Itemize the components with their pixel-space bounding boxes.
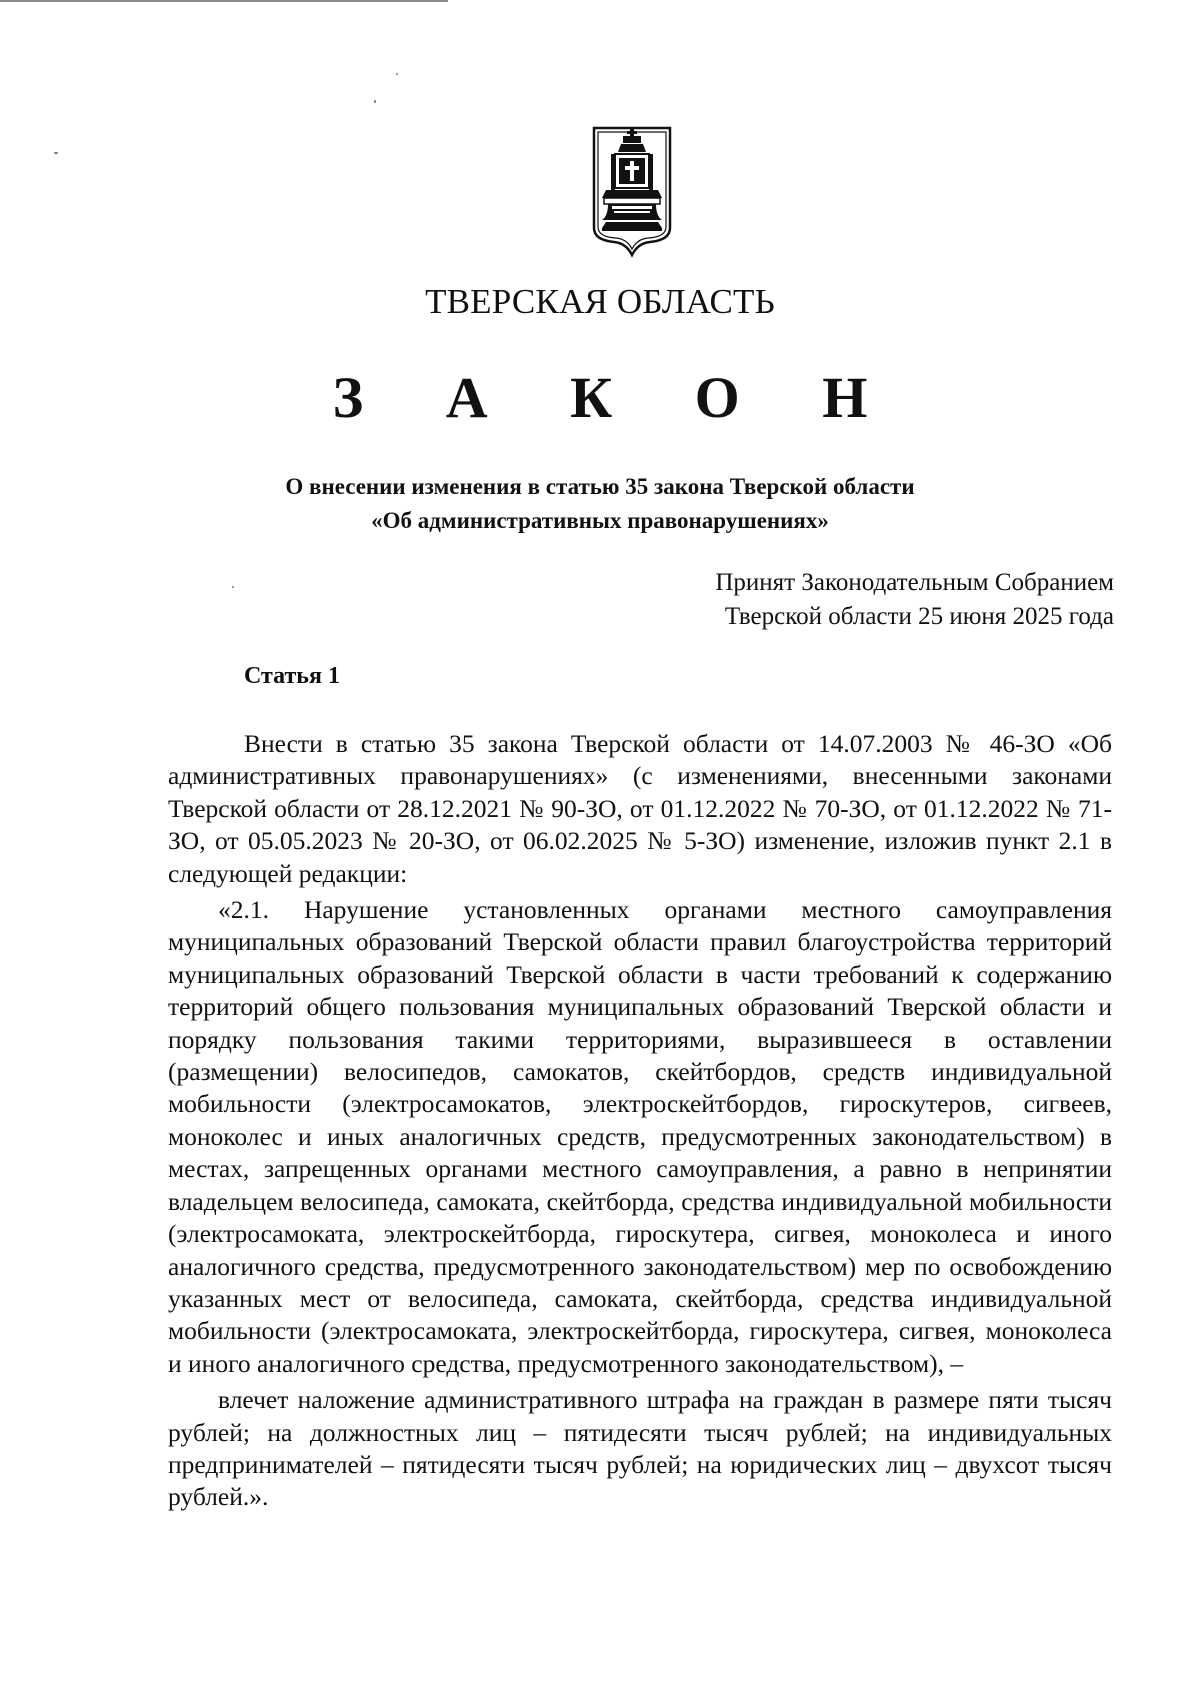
scan-speck <box>232 586 234 588</box>
article-paragraph-intro: Внести в статью 35 закона Тверской области от 14.07.2003 № 46-ЗО «Об административных правонарушениях» (с изменениями, внесенными законами Тверской области от 28.12.2021 № 90-ЗО, от 01.12.2022 № 70-ЗО, от 01.12.2022 № 71-ЗО, от 05.05.2023 № 20-ЗО, от 06.02.2025 № 5-ЗО) изменение, изложив пункт 2.1 в следующей редакции: <box>168 729 1112 888</box>
subtitle-line-2: «Об административных правонарушениях» <box>371 508 829 533</box>
region-name: ТВЕРСКАЯ ОБЛАСТЬ <box>425 282 775 321</box>
scan-speck <box>54 152 58 154</box>
adoption-note <box>560 566 1114 634</box>
subtitle-line-1: О внесении изменения в статью 35 закона Тверской области <box>285 474 915 499</box>
scan-speck <box>374 100 376 103</box>
article-paragraph-penalty: влечет наложение административного штрафа на граждан в размере пяти тысяч рублей; на должностных лиц – пятидесяти тысяч рублей; на индивидуальных предпринимателей – пятидесяти тысяч рублей; на юридических лиц – двухсот тысяч рублей.». <box>168 1385 1112 1512</box>
scan-edge-line <box>0 0 448 2</box>
document-type-heading: З А К О Н <box>332 365 902 430</box>
adoption-line-1: Принят Законодательным Собранием <box>715 569 1114 596</box>
article-heading: Статья 1 <box>244 663 340 689</box>
scan-speck <box>396 73 398 75</box>
article-body <box>168 728 1112 1518</box>
article-paragraph-quoted-clause: «2.1. Нарушение установленных органами местного самоуправления муниципальных образований Тверской области правил благоустройства территорий муниципальных образований Тверской области в части требований к содержанию территорий общего пользования муниципальных образований Тверской области и порядку пользования такими территориями, выразившееся в оставлении (размещении) велосипедов, самокатов, скейтбордов, средств индивидуальной мобильности (электросамокатов, электроскейтбордов, гироскутеров, сигвеев, моноколес и иных аналогичных средств, предусмотренных законодательством) в местах, запрещенных органами местного самоуправления, а равно в непринятии владельцем велосипеда, самоката, скейтборда, средства индивидуальной мобильности (электросамоката, электроскейтборда, гироскутера, сигвея, моноколеса и иного аналогичного средства, предусмотренного законодательством) мер по освобождению указанных мест от велосипеда, самоката, скейтборда, средства индивидуальной мобильности (электросамоката, электроскейтборда, гироскутера, сигвея, моноколеса и иного аналогичного средства, предусмотренного законодательством), – <box>168 895 1112 1378</box>
adoption-line-2: Тверской области 25 июня 2025 года <box>724 603 1114 630</box>
law-subtitle <box>150 470 1050 538</box>
tver-coat-of-arms-icon <box>590 124 674 259</box>
